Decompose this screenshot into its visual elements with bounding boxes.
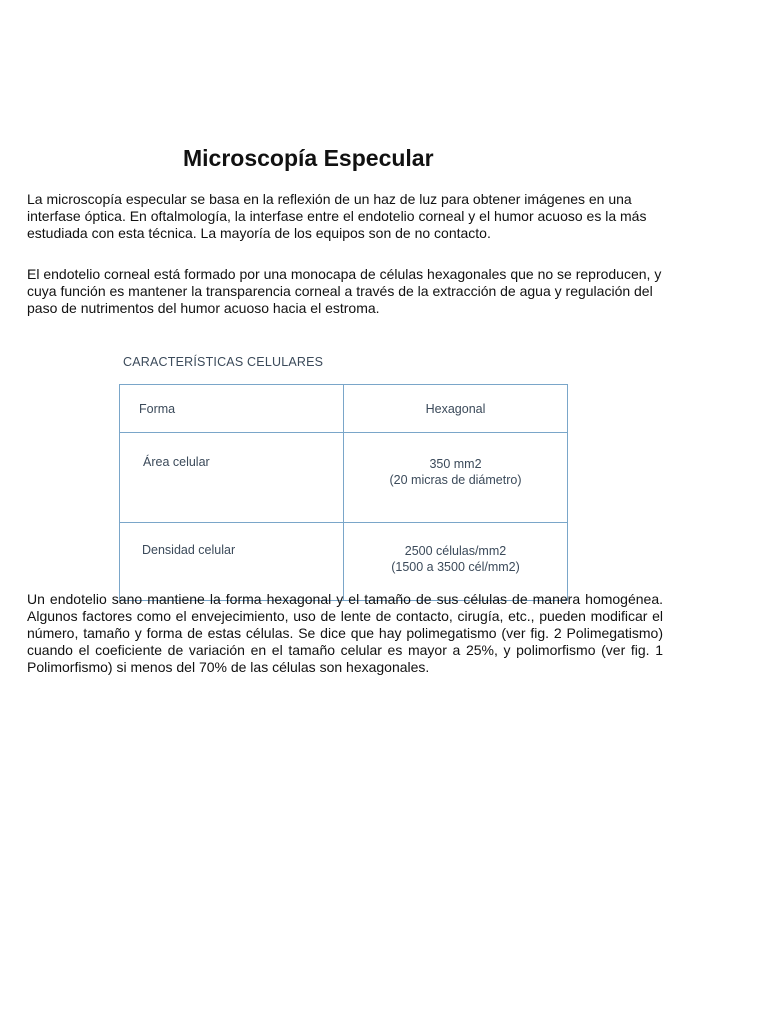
table-cell-value (344, 385, 568, 433)
paragraph-healthy-endothelium: Un endotelio sano mantiene la forma hexagonal y el tamaño de sus células de manera homogénea. Algunos factores como el envejecimiento, uso de lente de contacto, cirugía, etc., pueden modificar el número, tamaño y forma de estas células. Se dice que hay polimegatismo (ver fig. 2 Polimegatismo) cuando el coeficiente de variación en el tamaño celular es mayor a 25%, y polimorfismo (ver fig. 1 Polimorfismo) si menos del 70% de las células son hexagonales. (27, 591, 663, 675)
table-row-cell-density (120, 523, 568, 601)
table-cell-label: Densidad celular (120, 523, 344, 601)
page-title: Microscopía Especular (183, 145, 434, 171)
value-line-detail: (20 micras de diámetro) (389, 473, 522, 487)
paragraph-corneal-endothelium: El endotelio corneal está formado por una monocapa de células hexagonales que no se reproducen, y cuya función es mantener la transparencia corneal a través de la extracción de agua y regulación del paso de nutrimentos del humor acuoso hacia el estroma. (27, 266, 662, 316)
paragraph-microscopy-intro: La microscopía especular se basa en la reflexión de un haz de luz para obtener imágenes en una interfase óptica. En oftalmología, la interfase entre el endotelio corneal y el humor acuoso es la más estudiada con esta técnica. La mayoría de los equipos son de no contacto. (27, 191, 647, 241)
table-row-shape (120, 385, 568, 433)
table-caption: CARACTERÍSTICAS CELULARES (123, 355, 324, 369)
table-cell-value (344, 523, 568, 601)
value-line-detail: (1500 a 3500 cél/mm2) (391, 560, 520, 574)
value-line: 350 mm2 (429, 457, 482, 471)
table-cell-label: Área celular (120, 433, 344, 523)
table-cell-label: Forma (120, 385, 344, 433)
value-line: 2500 células/mm2 (404, 544, 507, 558)
value-line: Hexagonal (425, 401, 486, 416)
table-cell-value (344, 433, 568, 523)
cell-characteristics-table (119, 384, 568, 601)
table-row-cell-area (120, 433, 568, 523)
